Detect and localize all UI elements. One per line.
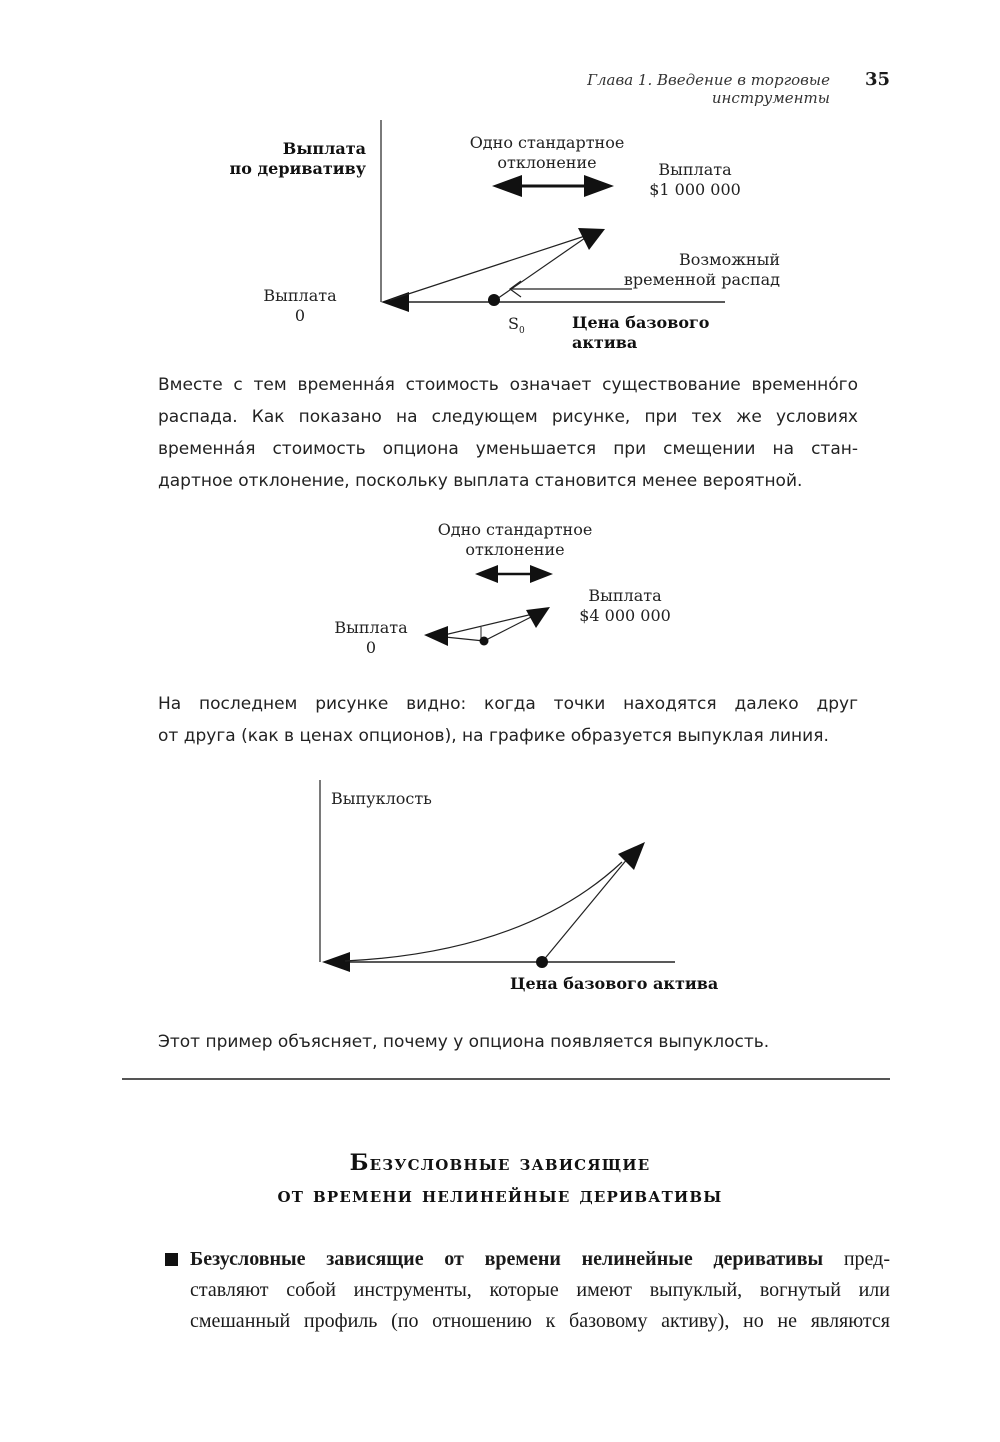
figure1-decay-line1: Возможный [679,250,780,269]
figure3-y-label: Выпуклость [331,789,432,808]
figure2-payout-high [565,586,685,626]
figure1-payout-high-line1: Выплата [658,160,732,179]
figure1-y-label-line2: по деривативу [229,159,366,178]
figure2-std-dev-label [425,520,605,560]
paragraph-convexity-summary [158,1026,858,1058]
figure1-std-dev-line1: Одно стандартное [469,133,625,152]
convexity-curve [345,862,622,961]
figure1-payout-high-line2: $1 000 000 [649,180,741,199]
figure1-x-label: Цена базового актива [572,313,710,352]
figure3-x-axis-arrowhead [322,952,350,972]
payout-line-upper [390,236,585,300]
paragraph1-line: Вместе с тем временна́я стоимость означает существование временно́го [158,375,858,395]
paragraph-convexity [158,688,858,752]
paragraph-time-decay [158,369,858,497]
figure2-std-dev-arrowhead-left [475,565,498,583]
paragraph2-line: На последнем рисунке видно: когда точки находятся далеко друг [158,694,858,714]
figure2-left-arrowhead [424,626,448,646]
bullet-square-icon [165,1253,178,1266]
bullet-line-2: ставляют собой инструменты, которые имеют выпуклый, вогнутый или [190,1279,890,1301]
bullet-line-3: смешанный профиль (по отношению к базовому активу), но не являются [190,1310,890,1332]
paragraph1-line: распада. Как показано на следующем рисунке, при тех же условиях [158,407,858,427]
figure2-line-base [445,637,484,641]
figure2-payout-zero-line2: 0 [365,638,377,657]
figure1-payout-high [635,160,755,200]
figure-small-deviation [0,500,1000,670]
section-title-line2: от времени нелинейные деривативы [277,1182,723,1208]
paragraph2-line: от друга (как в ценах опционов), на графике образуется выпуклая линия. [158,726,829,746]
figure1-decay-label [620,250,780,290]
figure1-decay-line2: временной распад [623,270,780,289]
figure2-payout-zero-line1: Выплата [334,618,408,637]
paragraph1-line: временна́я стоимость опциона уменьшается при смещении на стан- [158,439,858,459]
payout-line-s0 [494,238,585,301]
page-number: 35 [864,69,890,90]
figure1-s0-label [508,314,538,341]
figure-convexity [0,770,1000,1000]
upper-arrowhead [578,228,605,250]
figure2-payout-high-line1: Выплата [588,586,662,605]
std-dev-arrowhead-right [584,175,614,197]
figure2-payout-zero [326,618,416,658]
figure2-std-dev-line1: Одно стандартное [437,520,593,539]
figure1-payout-zero [255,286,345,326]
figure1-payout-zero-line2: 0 [294,306,306,325]
figure-time-decay [0,0,1000,352]
section-title-line1: Безусловные зависящие [349,1150,651,1176]
figure1-y-label-line1: Выплата [282,139,366,158]
figure1-y-label [210,139,366,179]
s0-subscript: 0 [518,326,525,337]
figure2-std-dev-line2: отклонение [465,540,565,559]
bullet-paragraph [190,1244,890,1337]
figure3-x-label: Цена базового актива [510,974,719,993]
paragraph1-line: дартное отклонение, поскольку выплата становится менее вероятной. [158,471,803,491]
figure1-std-dev-label [457,133,637,173]
section-divider [122,1078,890,1080]
std-dev-arrowhead-left [492,175,522,197]
figure2-payout-high-line2: $4 000 000 [579,606,671,625]
bullet-term: Безусловные зависящие от времени нелинейные деривативы [190,1248,824,1270]
s0-point [488,294,500,306]
figure3-point [536,956,548,968]
figure1-payout-zero-line1: Выплата [263,286,337,305]
bullet-line1-rest: пред- [823,1248,890,1270]
figure1-std-dev-line2: отклонение [497,153,597,172]
paragraph3-line: Этот пример объясняет, почему у опциона появляется выпуклость. [158,1032,770,1052]
figure2-std-dev-arrowhead-right [530,565,553,583]
running-header: Глава 1. Введение в торговые инструменты [587,71,830,107]
bullet-line-1 [190,1244,890,1275]
figure2-line-upper [440,614,533,636]
figure2-point [480,637,489,646]
s0-letter: S [508,314,519,333]
figure3-diagram [0,770,1000,1000]
